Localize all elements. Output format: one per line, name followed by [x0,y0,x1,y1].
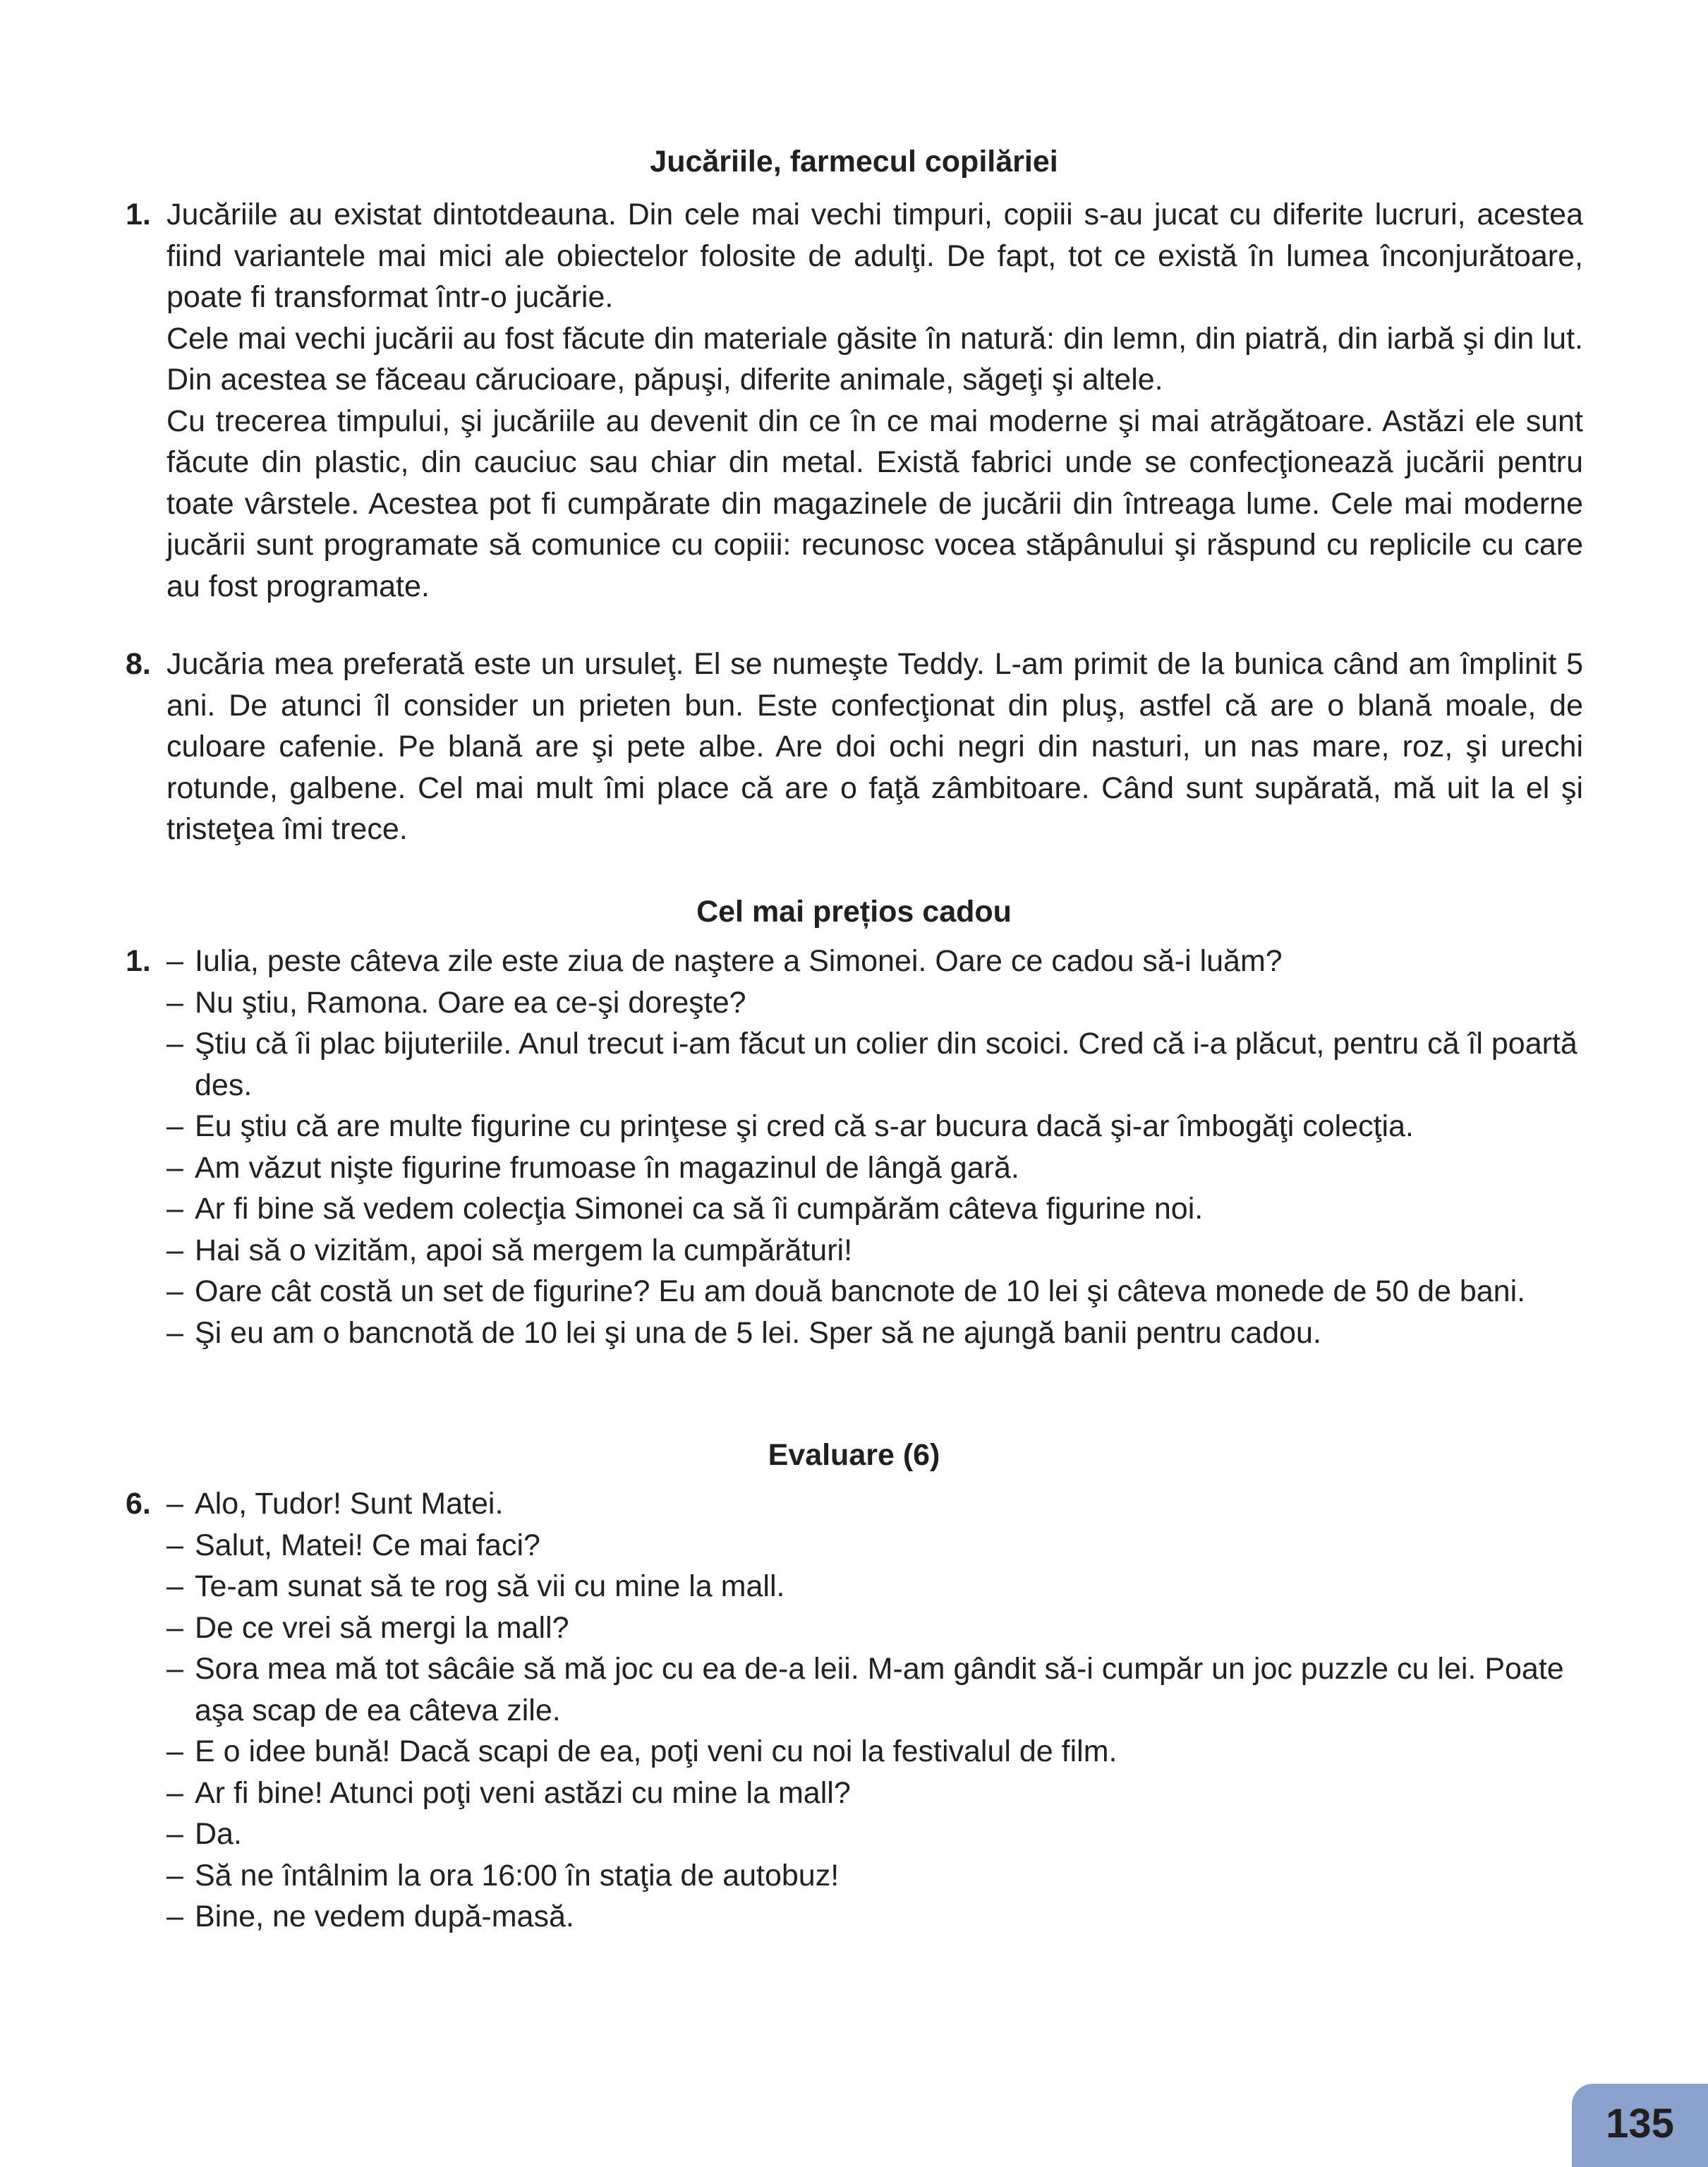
dialogue-line [126,1525,1583,1567]
dialogue-text: Eu ştiu că are multe figurine cu prinţese şi cred că s-ar bucura dacă şi-ar îmbogăţi colecţia. [195,1109,1414,1143]
dash: – [166,1274,183,1308]
exercise-number: 6. [126,1487,151,1521]
dialogue-line [126,1483,1583,1525]
paragraph: Cu trecerea timpului, şi jucăriile au devenit din ce în ce mai moderne şi mai atrăgătoare. Astăzi ele sunt făcute din plastic, din cauciuc sau chiar din metal. Există fabrici unde se confecţionează jucării pentru toate vârstele. Acestea pot fi cumpărate din magazinele de jucării din întreaga lume. Cele mai moderne jucării sunt programate să comunice cu copiii: recunosc vocea stăpânului şi răspund cu replicile cu care au fost programate. [166,404,1583,603]
section-title-evaluare: Evaluare (6) [768,1438,940,1472]
dash: – [166,1150,183,1185]
dialogue-line [126,1731,1583,1773]
dash: – [166,1315,183,1350]
dialogue-text: Hai să o vizităm, apoi să mergem la cumpărături! [195,1233,853,1267]
dialogue-line [126,1566,1583,1607]
exercise-number: 1. [126,198,151,231]
numbered-exercise [126,194,1583,607]
numbered-exercise [126,644,1583,850]
dialogue-line [126,1773,1583,1814]
dialogue-line [126,941,1583,982]
dialogue-line [126,1607,1583,1649]
dialogue-line [126,1106,1583,1147]
dash: – [166,1858,183,1893]
dash: – [166,1900,183,1933]
dialogue-line [126,1896,1583,1938]
dash: – [166,1027,183,1061]
dialogue-line [126,1230,1583,1272]
dash: – [166,1192,183,1226]
dialogue-text: Bine, ne vedem după-masă. [195,1900,574,1933]
exercise-1-cadou [126,941,1583,1353]
dialogue-text: Am văzut nişte figurine frumoase în magazinul de lângă gară. [195,1150,1019,1185]
dialogue-line [126,1023,1583,1106]
dialogue-line [126,1271,1583,1312]
dialogue [126,1483,1583,1938]
dash: – [166,1528,183,1562]
dialogue-line [126,1813,1583,1855]
dash: – [166,1569,183,1603]
dialogue-text: Te-am sunat să te rog să vii cu mine la mall. [195,1569,785,1603]
paragraph: Jucăriile au existat dintotdeauna. Din cele mai vechi timpuri, copiii s-au jucat cu diferite lucruri, acestea fiind variantele mai mici ale obiectelor folosite de adulţi. De fapt, tot ce există în lumea înconjurătoare, poate fi transformat într-o jucărie. [166,198,1583,314]
dash: – [166,1734,183,1768]
dialogue-text: Să ne întâlnim la ora 16:00 în staţia de autobuz! [195,1858,840,1893]
dialogue [126,941,1583,1353]
page-number: 135 [1606,2101,1674,2147]
dialogue-text: Ar fi bine! Atunci poţi veni astăzi cu mine la mall? [195,1775,851,1810]
exercise-number: 1. [126,944,151,978]
dash: – [166,1109,183,1143]
dialogue-text: Iulia, peste câteva zile este ziua de naştere a Simonei. Oare ce cadou să-i luăm? [195,944,1283,978]
paragraph: Cele mai vechi jucării au fost făcute din materiale găsite în natură: din lemn, din piatră, din iarbă şi din lut. Din acestea se făceau cărucioare, păpuşi, diferite animale, săgeţi şi altele. [166,321,1583,397]
dialogue-text: De ce vrei să mergi la mall? [195,1610,569,1645]
dialogue-line [126,1855,1583,1897]
dialogue-text: Sora mea mă tot sâcâie să mă joc cu ea de-a leii. M-am gândit să-i cumpăr un joc puzzle cu lei. Poate aşa scap de ea câteva zile. [195,1652,1564,1727]
exercise-6-evaluare [126,1483,1583,1938]
section-title-cadou: Cel mai prețios cadou [696,895,1012,929]
dash: – [166,1652,183,1686]
dialogue-line [126,1312,1583,1354]
dialogue-text: Ar fi bine să vedem colecţia Simonei ca să îi cumpărăm câteva figurine noi. [195,1192,1204,1226]
dialogue-line [126,982,1583,1024]
dash: – [166,1610,183,1645]
paragraph: Jucăria mea preferată este un ursuleţ. El se numeşte Teddy. L-am primit de la bunica când am împlinit 5 ani. De atunci îl consider un prieten bun. Este confecţionat din pluş, astfel că are o blană moale, de culoare cafenie. Pe blană are şi pete albe. Are doi ochi negri din nasturi, un nas mare, roz, şi urechi rotunde, galbene. Cel mai mult îmi place că are o faţă zâmbitoare. Când sunt supărată, mă uit la el şi tristeţea îmi trece. [166,647,1583,846]
dialogue-text: Salut, Matei! Ce mai faci? [195,1528,540,1562]
dialogue-text: Ştiu că îi plac bijuteriile. Anul trecut i-am făcut un colier din scoici. Cred că i-a plăcut, pentru că îl poartă des. [195,1027,1577,1102]
dialogue-line [126,1648,1583,1731]
exercise-number: 8. [126,647,151,681]
exercise-8-jucariile [126,644,1583,850]
dialogue-text: Da. [195,1817,242,1851]
page-number-tab [1572,2084,1708,2167]
dash: – [166,944,183,978]
dash: – [166,1487,183,1521]
dialogue-line [126,1188,1583,1230]
exercise-1-jucariile [126,194,1583,607]
dialogue-line [126,1147,1583,1189]
section-title-jucariile: Jucăriile, farmecul copilăriei [650,145,1058,179]
dialogue-text: Şi eu am o bancnotă de 10 lei şi una de 5 lei. Sper să ne ajungă banii pentru cadou. [195,1315,1321,1350]
dialogue-text: Nu ştiu, Ramona. Oare ea ce-şi doreşte? [195,985,746,1020]
dialogue-text: E o idee bună! Dacă scapi de ea, poţi veni cu noi la festivalul de film. [195,1734,1118,1768]
dialogue-text: Alo, Tudor! Sunt Matei. [195,1487,504,1521]
dash: – [166,1817,183,1851]
dialogue-text: Oare cât costă un set de figurine? Eu am două bancnote de 10 lei şi câteva monede de 50 de bani. [195,1274,1526,1308]
dash: – [166,1775,183,1810]
dash: – [166,985,183,1020]
dash: – [166,1233,183,1267]
